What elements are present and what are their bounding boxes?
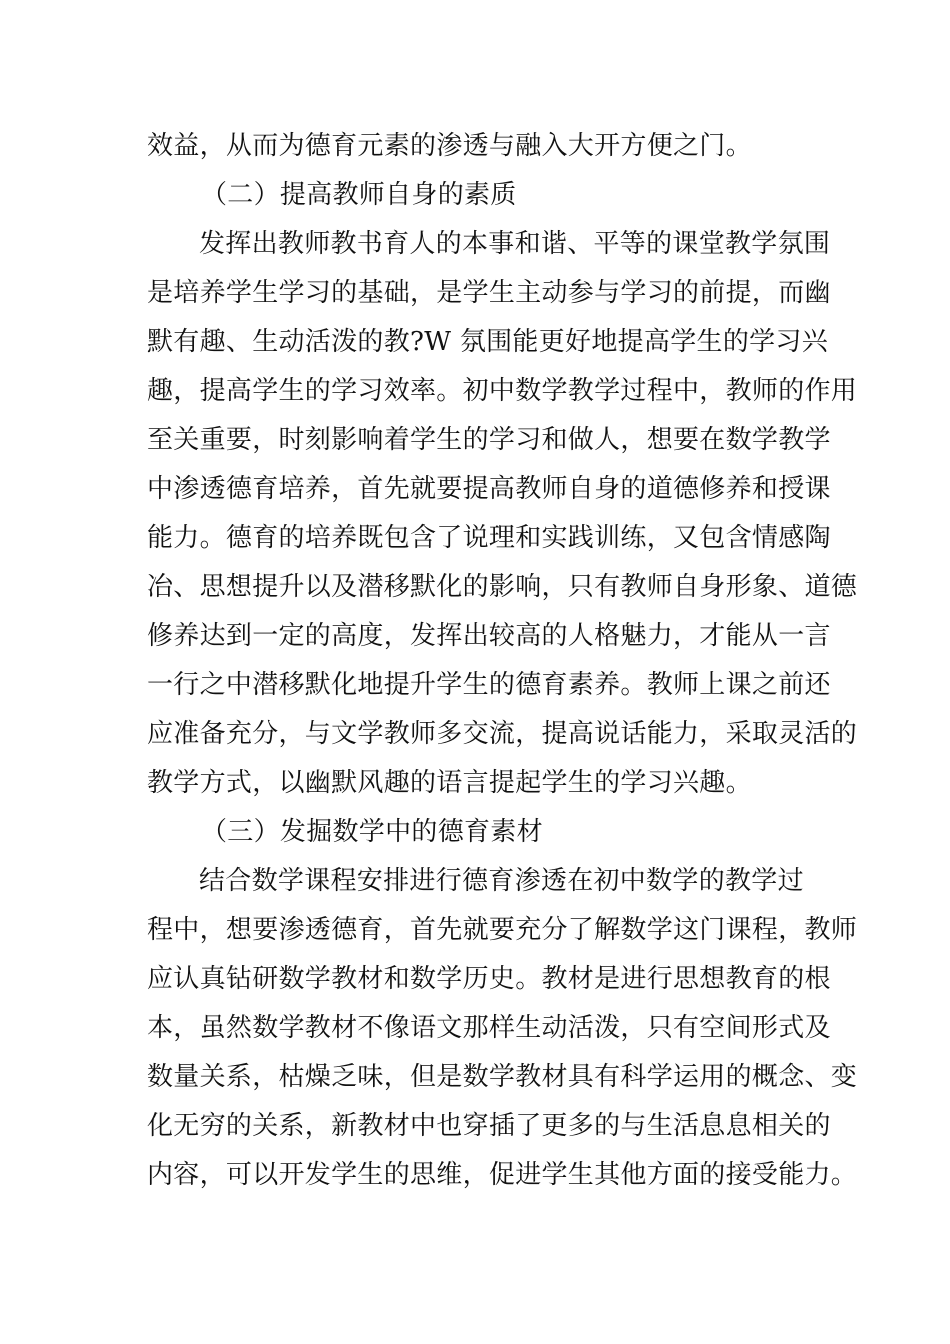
text-line: 结合数学课程安排进行德育渗透在初中数学的教学过 bbox=[199, 866, 804, 896]
text-line: 发挥出教师教书育人的本事和谐、平等的课堂教学氛围 bbox=[199, 229, 831, 259]
text-line: 内容，可以开发学生的思维，促进学生其他方面的接受能力。 bbox=[147, 1160, 858, 1190]
section-heading: （二）提高教师自身的素质 bbox=[201, 180, 517, 210]
text-line: 效益，从而为德育元素的渗透与融入大开方便之门。 bbox=[147, 131, 752, 161]
text-line: 冶、思想提升以及潜移默化的影响，只有教师自身形象、道德 bbox=[147, 572, 858, 602]
text-line: 本，虽然数学教材不像语文那样生动活泼，只有空间形式及 bbox=[147, 1013, 831, 1043]
text-line: 一行之中潜移默化地提升学生的德育素养。教师上课之前还 bbox=[147, 670, 831, 700]
text-line: 趣，提高学生的学习效率。初中数学教学过程中，教师的作用 bbox=[147, 376, 858, 406]
text-line: 程中，想要渗透德育，首先就要充分了解数学这门课程，教师 bbox=[147, 915, 858, 945]
section-heading: （三）发掘数学中的德育素材 bbox=[201, 817, 543, 847]
document-body bbox=[147, 122, 858, 1200]
text-line: 修养达到一定的高度，发挥出较高的人格魅力，才能从一言 bbox=[147, 621, 831, 651]
text-line: 是培养学生学习的基础，是学生主动参与学习的前提，而幽 bbox=[147, 278, 831, 308]
text-line: 能力。德育的培养既包含了说理和实践训练，又包含情感陶 bbox=[147, 523, 831, 553]
text-line: 至关重要，时刻影响着学生的学习和做人，想要在数学教学 bbox=[147, 425, 831, 455]
text-line: 中渗透德育培养，首先就要提高教师自身的道德修养和授课 bbox=[147, 474, 831, 504]
text-line: 应准备充分，与文学教师多交流，提高说话能力，采取灵活的 bbox=[147, 719, 858, 749]
text-line: 化无穷的关系，新教材中也穿插了更多的与生活息息相关的 bbox=[147, 1111, 831, 1141]
text-line: 默有趣、生动活泼的教?W 氛围能更好地提高学生的学习兴 bbox=[147, 327, 829, 357]
text-line: 应认真钻研数学教材和数学历史。教材是进行思想教育的根 bbox=[147, 964, 831, 994]
text-line: 数量关系，枯燥乏味，但是数学教材具有科学运用的概念、变 bbox=[147, 1062, 858, 1092]
text-line: 教学方式，以幽默风趣的语言提起学生的学习兴趣。 bbox=[147, 768, 752, 798]
